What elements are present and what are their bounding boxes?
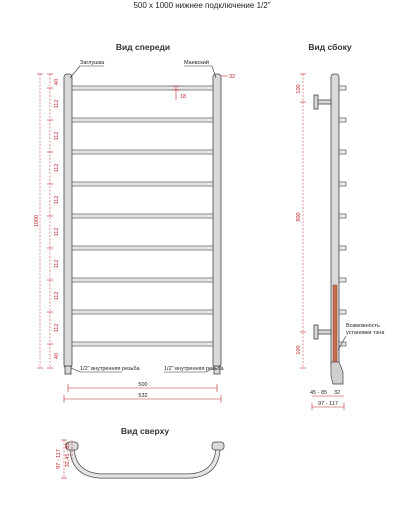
- dim-top-offset: 32: [229, 74, 236, 80]
- heater-label: Возможность установки тэна: [346, 323, 385, 336]
- dim-pitch-5: 112: [54, 227, 60, 237]
- plug-label: Заглушка: [80, 60, 105, 66]
- side-depth-b: 32: [334, 390, 341, 396]
- crossbar: [72, 182, 213, 186]
- dim-bar-height: 18: [180, 94, 187, 100]
- plug-leader: [70, 66, 80, 78]
- dim-pitch-7: 112: [54, 291, 60, 301]
- bottom-bracket-arm: [317, 330, 331, 334]
- left-outlet-stub: [65, 366, 71, 374]
- front-view: [34, 42, 235, 403]
- heater-element: [333, 285, 337, 365]
- crossbar: [72, 278, 213, 282]
- left-collector-pipe: [64, 74, 72, 368]
- top-bar-outline: [72, 446, 218, 476]
- top-view-title: Вид сверху: [120, 426, 170, 436]
- thread-leader-left: [71, 368, 80, 372]
- side-bottom-outlet: [331, 362, 343, 384]
- dim-total-height: 1000: [34, 214, 40, 228]
- dim-total-width: 532: [138, 393, 148, 399]
- crossbar: [72, 118, 213, 122]
- valve-label: Маевский: [184, 60, 209, 66]
- dim-pitch-3: 112: [54, 163, 60, 173]
- crossbar: [72, 150, 213, 154]
- side-view-title: Вид сбоку: [308, 42, 352, 52]
- crossbar: [72, 246, 213, 250]
- dim-pitch-8: 112: [54, 323, 60, 333]
- thread-label-left: 1/2" внутренняя резьба: [80, 366, 140, 372]
- side-view: [296, 42, 385, 410]
- top-bracket-plate: [314, 95, 318, 109]
- thread-label-right: 1/2" внутренняя резьба: [164, 366, 224, 372]
- dim-pitch-6: 112: [54, 259, 60, 269]
- crossbar: [72, 214, 213, 218]
- dim-pitch-1: 112: [54, 99, 60, 109]
- crossbar: [72, 86, 213, 90]
- side-dim-bottom: 100: [296, 345, 302, 355]
- side-bar-stubs: [339, 86, 346, 346]
- bottom-bracket-plate: [314, 325, 318, 339]
- crossbar: [72, 310, 213, 314]
- side-depth-total: 97 - 117: [318, 401, 338, 407]
- front-view-title: Вид спереди: [115, 42, 171, 52]
- top-dim-offset: 32,45 - 65: [65, 442, 71, 468]
- dim-top-gap: 40: [54, 78, 60, 86]
- right-collector-pipe: [213, 74, 221, 368]
- dim-center-width: 500: [138, 382, 148, 388]
- top-right-collector: [212, 442, 224, 450]
- crossbar: [72, 342, 213, 346]
- side-dim-top: 100: [296, 84, 302, 94]
- top-bar-fill: [72, 446, 218, 476]
- dim-bottom-gap: 40: [54, 352, 60, 360]
- crossbars: [72, 86, 213, 346]
- drawing-title: 500 x 1000 нижнее подключение 1/2": [133, 1, 271, 10]
- top-view: [56, 426, 224, 478]
- dim-pitch-4: 112: [54, 195, 60, 205]
- side-dim-middle: 800: [296, 212, 302, 222]
- top-bracket-arm: [317, 100, 331, 104]
- side-depth-a: 45 - 85: [310, 390, 328, 396]
- top-dim-total: 97 - 117: [56, 449, 62, 469]
- dim-pitch-2: 112: [54, 131, 60, 141]
